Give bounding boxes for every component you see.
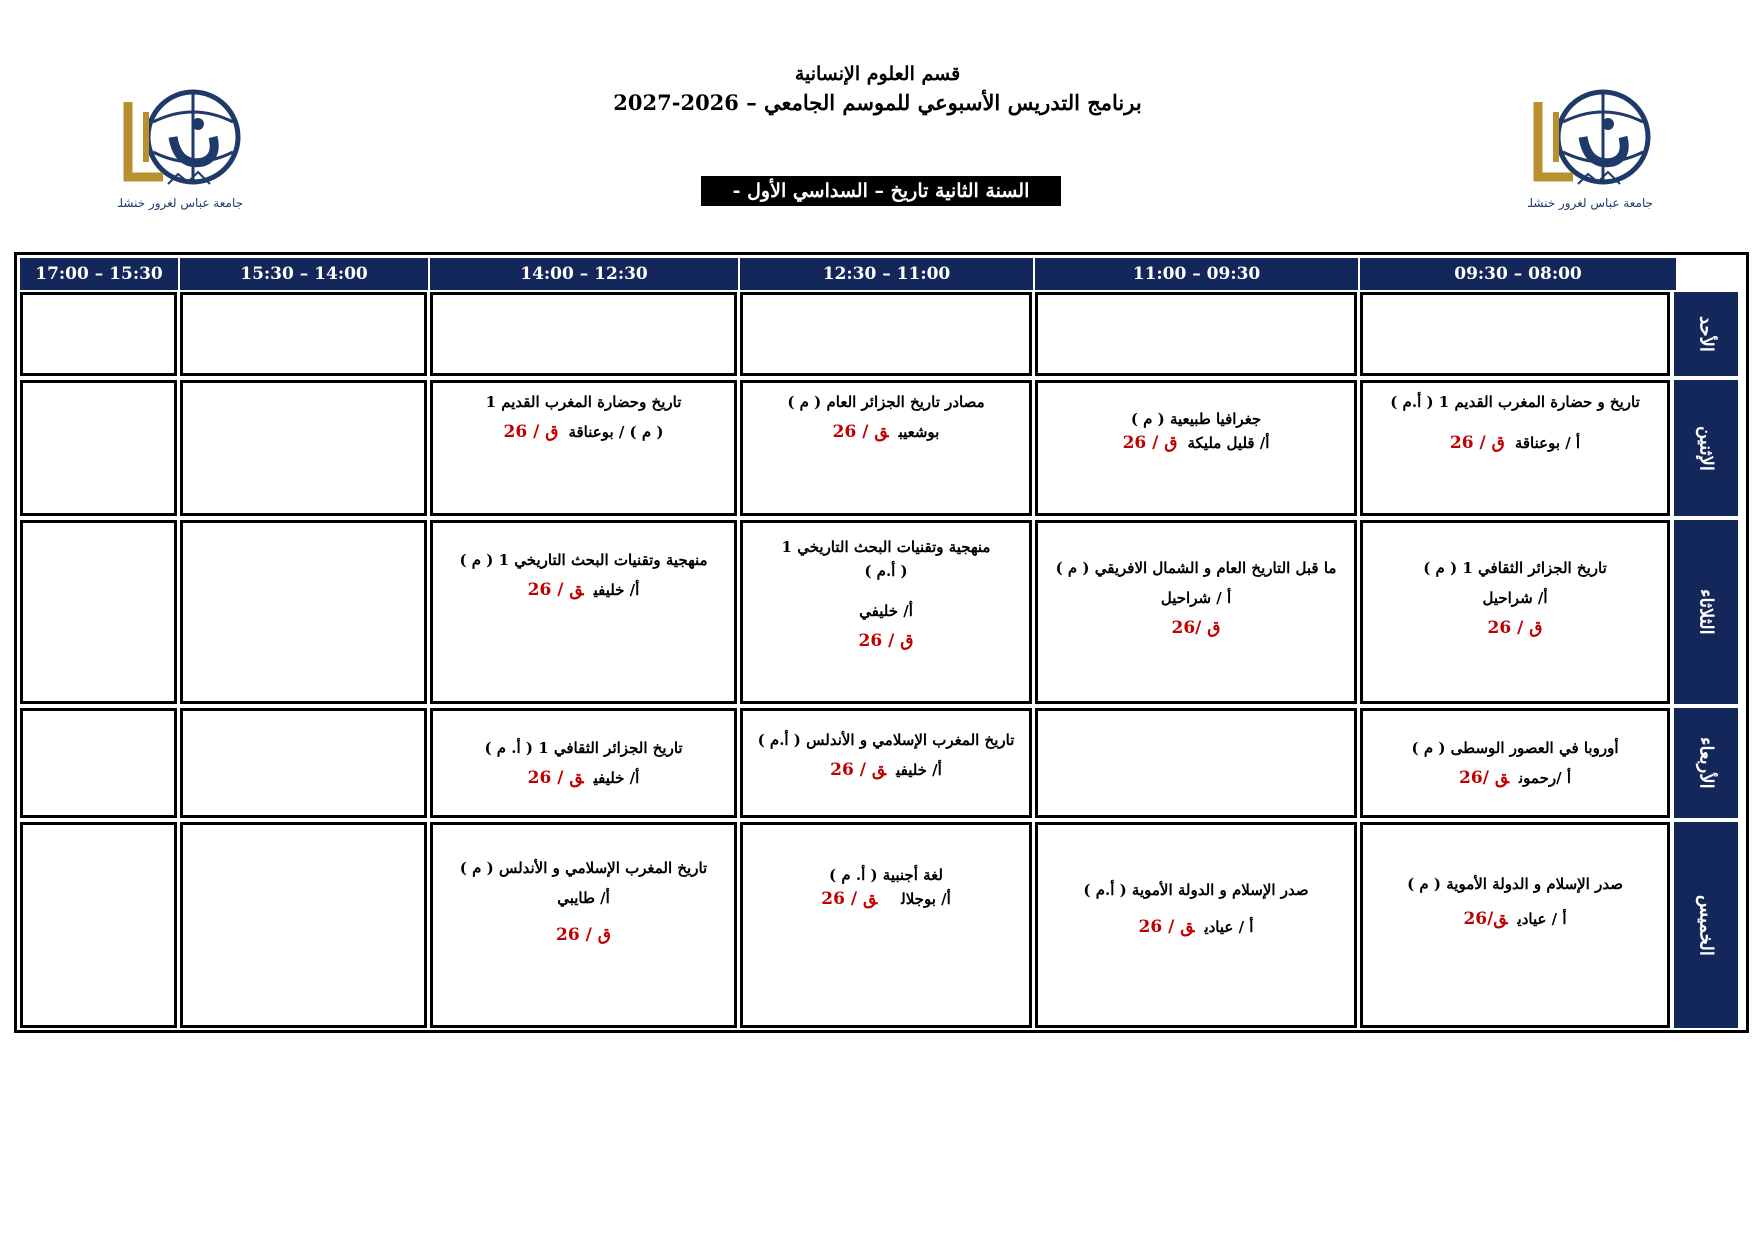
professor-name: أ/ خليفي [593,769,640,787]
professor-name: أ/ خليفي [859,602,913,620]
cell-sunday-s1 [1360,292,1670,376]
course-name: منهجية وتقنيات البحث التاريخي 1 [781,538,991,556]
room-number: ق/26 [1463,909,1508,929]
day-label-thursday: الخميس [1674,822,1738,1028]
cell-thursday-s2 [1035,822,1357,1028]
professor-name: أ/ طايبي [557,889,610,907]
cell-sunday-s4 [430,292,737,376]
course-name: لغة أجنبية ( أ. م ) [829,866,943,884]
room-number: ق / 26 [832,422,889,442]
time-slot-header [20,258,1678,290]
cell-thursday-s3 [740,822,1032,1028]
professor-name: أ/ بوجلال [901,890,951,908]
room-number: ق /26 [1459,768,1509,788]
course-name: تاريخ الجزائر الثقافي 1 ( أ. م ) [484,739,683,757]
course-name: صدر الإسلام و الدولة الأموية ( م ) [1407,875,1623,893]
course-name: أوروبا في العصور الوسطى ( م ) [1411,739,1619,757]
cell-sunday-s6 [20,292,177,376]
cell-wednesday-s5 [180,708,427,818]
room-number: ق / 26 [527,580,584,600]
cell-monday-s4 [430,380,737,516]
level-title: السنة الثانية تاريخ – السداسي الأول - [701,176,1061,206]
day-label-sunday: الأحد [1674,292,1738,376]
professor-name: أ/ خليفي [593,581,640,599]
cell-thursday-s5 [180,822,427,1028]
course-name: تاريخ المغرب الإسلامي و الأندلس ( م ) [459,859,708,877]
professor-name: أ / عيادي [1204,918,1254,936]
cell-wednesday-s6 [20,708,177,818]
professor-name: ( م ) / بوعناقة [568,423,664,441]
room-number: ق / 26 [1487,618,1543,638]
course-name: تاريخ الجزائر الثقافي 1 ( م ) [1423,559,1607,577]
cell-monday-s2 [1035,380,1357,516]
professor-name: أ / عيادي [1517,910,1567,928]
professor-name: أ/ قليل مليكة [1187,434,1270,452]
university-logo-icon [118,82,268,232]
professor-name: أ/ خليفي [896,761,942,779]
room-number: ق /26 [1171,618,1221,638]
time-slot-2: 11:00 – 09:30 [1035,258,1360,290]
course-name: تاريخ المغرب الإسلامي و الأندلس ( أ.م ) [757,731,1015,749]
course-name: ما قبل التاريخ العام و الشمال الافريقي ( م ) [1055,559,1337,577]
university-logo-left [118,82,268,232]
cell-thursday-s4 [430,822,737,1028]
day-label-wednesday: الأربعاء [1674,708,1738,818]
course-name: صدر الإسلام و الدولة الأموية ( أ.م ) [1083,881,1309,899]
time-slot-1: 09:30 – 08:00 [1360,258,1678,290]
cell-wednesday-s1 [1360,708,1670,818]
room-number: ق / 26 [503,422,559,442]
professor-name: أ/ شراحيل [1482,589,1548,607]
time-slot-4: 14:00 – 12:30 [430,258,740,290]
cell-sunday-s5 [180,292,427,376]
cell-tuesday-s4 [430,520,737,704]
room-number: ق / 26 [1449,433,1505,453]
day-label-tuesday: الثلاثاء [1674,520,1738,704]
logo-caption: جامعة عباس لغرور خنشلة [1528,196,1654,210]
professor-name: أ / شراحيل [1160,589,1232,607]
university-logo-right [1528,82,1678,232]
cell-sunday-s2 [1035,292,1357,376]
cell-tuesday-s6 [20,520,177,704]
course-name: تاريخ و حضارة المغرب القديم 1 ( أ.م ) [1390,393,1640,411]
room-number: ق / 26 [821,889,878,909]
course-name-line2: ( أ.م ) [864,562,908,580]
cell-tuesday-s2 [1035,520,1357,704]
course-name: تاريخ وحضارة المغرب القديم 1 [485,393,682,411]
cell-wednesday-s4 [430,708,737,818]
professor-name: أ /رحمون [1519,769,1571,787]
time-slot-6: 17:00 – 15:30 [20,258,180,290]
cell-monday-s5 [180,380,427,516]
university-logo-icon [1528,82,1678,232]
course-name: مصادر تاريخ الجزائر العام ( م ) [787,393,985,411]
time-slot-3: 12:30 – 11:00 [740,258,1035,290]
professor-name: أ / بوعناقة [1514,434,1581,452]
cell-monday-s6 [20,380,177,516]
cell-thursday-s1 [1360,822,1670,1028]
cell-tuesday-s1 [1360,520,1670,704]
department-title: قسم العلوم الإنسانية [794,63,961,85]
room-number: ق / 26 [1138,917,1195,937]
professor-name: بوشعيب [898,423,940,441]
cell-wednesday-s2 [1035,708,1357,818]
room-number: ق / 26 [527,768,584,788]
logo-caption: جامعة عباس لغرور خنشلة [118,196,244,210]
cell-tuesday-s3 [740,520,1032,704]
room-number: ق / 26 [556,925,611,945]
cell-sunday-s3 [740,292,1032,376]
cell-monday-s1 [1360,380,1670,516]
cell-monday-s3 [740,380,1032,516]
time-slot-5: 15:30 – 14:00 [180,258,430,290]
room-number: ق / 26 [1122,433,1178,453]
room-number: ق / 26 [830,760,887,780]
cell-wednesday-s3 [740,708,1032,818]
course-name: منهجية وتقنيات البحث التاريخي 1 ( م ) [459,551,708,569]
cell-thursday-s6 [20,822,177,1028]
program-title: برنامج التدريس الأسبوعي للموسم الجامعي – 2026-2027 [613,90,1142,115]
room-number: ق / 26 [858,631,914,651]
course-name: جغرافيا طبيعية ( م ) [1130,410,1262,428]
cell-tuesday-s5 [180,520,427,704]
day-label-monday: الإثنين [1674,380,1738,516]
